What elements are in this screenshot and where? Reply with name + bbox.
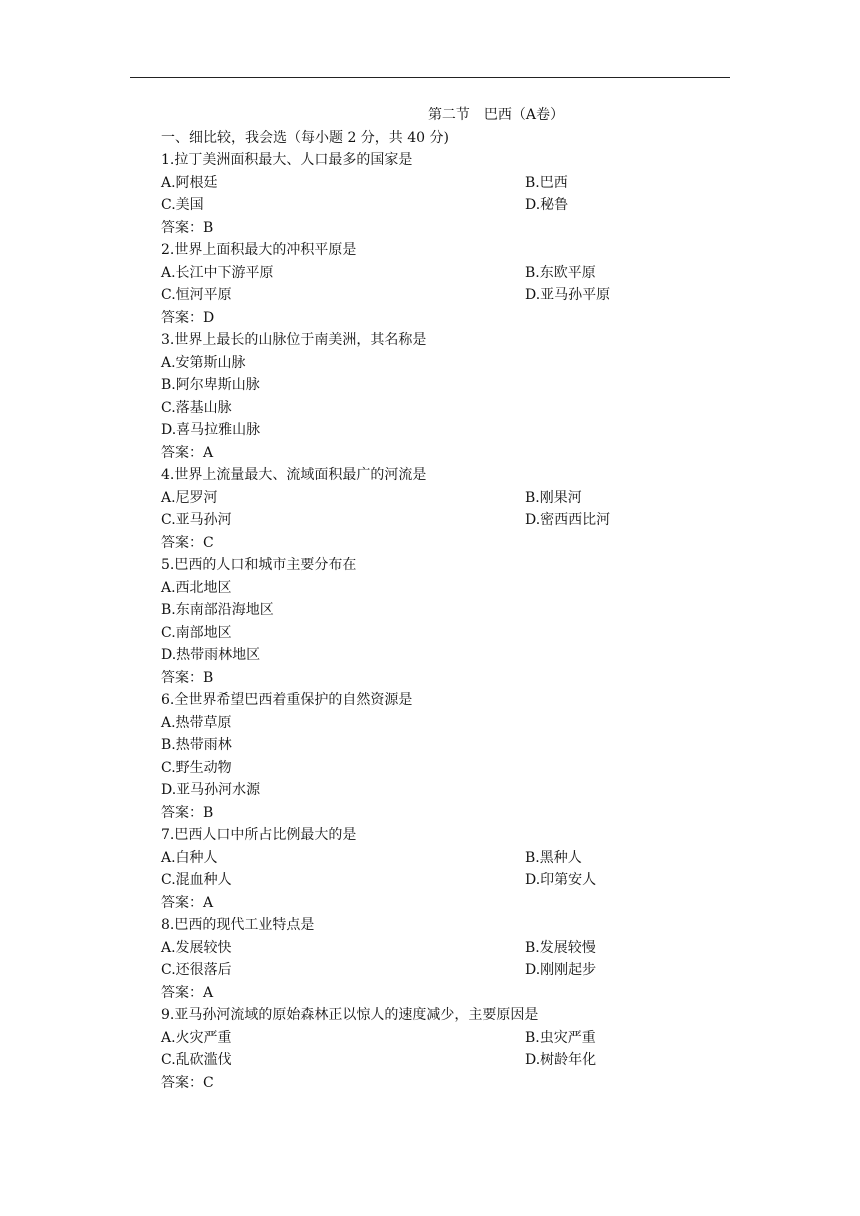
option-a: A.白种人 <box>161 849 218 866</box>
question-stem: 9.亚马孙河流域的原始森林正以惊人的速度减少，主要原因是 <box>161 1007 539 1023</box>
answer-line: 答案：B <box>161 804 214 821</box>
option-row <box>161 172 721 195</box>
option-c: C.落基山脉 <box>161 399 232 416</box>
option-c: C.亚马孙河 <box>161 512 232 528</box>
option-row <box>161 869 721 892</box>
option-row <box>161 1027 721 1050</box>
question-block <box>161 554 721 689</box>
question-stem: 5.巴西的人口和城市主要分布在 <box>161 557 357 573</box>
option-b: B.虫灾严重 <box>525 1029 596 1046</box>
page-title: 第二节 巴西（A卷） <box>427 107 565 123</box>
option-a: A.长江中下游平原 <box>161 264 274 281</box>
option-b: B.发展较慢 <box>525 939 596 956</box>
option-d: D.亚马孙河水源 <box>161 782 261 798</box>
section-heading: 一、细比较，我会选（每小题 2 分，共 40 分) <box>161 129 449 146</box>
question-block <box>161 464 721 554</box>
option-row <box>161 509 721 532</box>
answer-line: 答案：C <box>161 534 214 551</box>
option-b: B.东欧平原 <box>525 264 596 281</box>
option-row <box>161 194 721 217</box>
option-b: B.热带雨林 <box>161 737 232 753</box>
option-row <box>161 487 721 510</box>
option-d: D.喜马拉雅山脉 <box>161 422 261 438</box>
question-stem: 7.巴西人口中所占比例最大的是 <box>161 827 357 843</box>
option-d: D.热带雨林地区 <box>161 647 261 663</box>
question-block <box>161 914 721 1004</box>
question-stem: 3.世界上最长的山脉位于南美洲，其名称是 <box>161 332 427 348</box>
option-row <box>161 937 721 960</box>
question-stem: 2.世界上面积最大的冲积平原是 <box>161 242 357 258</box>
answer-line: 答案：C <box>161 1074 214 1091</box>
option-a: A.发展较快 <box>161 939 232 956</box>
answer-line: 答案：B <box>161 669 214 686</box>
option-d: D.刚刚起步 <box>525 962 597 978</box>
answer-line: 答案：B <box>161 219 214 236</box>
question-block <box>161 824 721 914</box>
option-b: B.刚果河 <box>525 489 582 506</box>
option-a: A.热带草原 <box>161 714 232 731</box>
question-list <box>161 149 721 1094</box>
question-stem: 8.巴西的现代工业特点是 <box>161 917 315 933</box>
option-d: D.树龄年化 <box>525 1052 597 1068</box>
option-a: A.尼罗河 <box>161 489 218 506</box>
question-stem: 4.世界上流量最大、流域面积最广的河流是 <box>161 467 427 483</box>
question-stem: 6.全世界希望巴西着重保护的自然资源是 <box>161 692 413 708</box>
option-b: B.巴西 <box>525 174 568 191</box>
option-c: C.野生动物 <box>161 759 232 776</box>
question-stem: 1.拉丁美洲面积最大、人口最多的国家是 <box>161 152 413 168</box>
option-c: C.恒河平原 <box>161 287 232 303</box>
option-row <box>161 284 721 307</box>
question-block <box>161 239 721 329</box>
option-c: C.还很落后 <box>161 962 232 978</box>
option-row <box>161 1049 721 1072</box>
option-row <box>161 847 721 870</box>
option-c: C.南部地区 <box>161 624 232 641</box>
option-b: B.黑种人 <box>525 849 582 866</box>
option-b: B.东南部沿海地区 <box>161 602 274 618</box>
option-c: C.美国 <box>161 197 204 213</box>
option-d: D.印第安人 <box>525 872 597 888</box>
option-b: B.阿尔卑斯山脉 <box>161 377 260 393</box>
option-row <box>161 959 721 982</box>
option-d: D.秘鲁 <box>525 197 569 213</box>
answer-line: 答案：A <box>161 984 214 1001</box>
option-a: A.西北地区 <box>161 579 232 596</box>
document-body <box>161 104 721 1094</box>
question-block <box>161 329 721 464</box>
option-d: D.亚马孙平原 <box>525 287 611 303</box>
option-c: C.混血种人 <box>161 872 232 888</box>
question-block <box>161 689 721 824</box>
answer-line: 答案：A <box>161 444 214 461</box>
answer-line: 答案：A <box>161 894 214 911</box>
option-c: C.乱砍滥伐 <box>161 1052 232 1068</box>
question-block <box>161 1004 721 1094</box>
option-a: A.火灾严重 <box>161 1029 232 1046</box>
option-a: A.安第斯山脉 <box>161 354 246 371</box>
option-row <box>161 262 721 285</box>
header-rule <box>130 77 730 78</box>
option-d: D.密西西比河 <box>525 512 611 528</box>
answer-line: 答案：D <box>161 309 215 326</box>
question-block <box>161 149 721 239</box>
option-a: A.阿根廷 <box>161 174 218 191</box>
